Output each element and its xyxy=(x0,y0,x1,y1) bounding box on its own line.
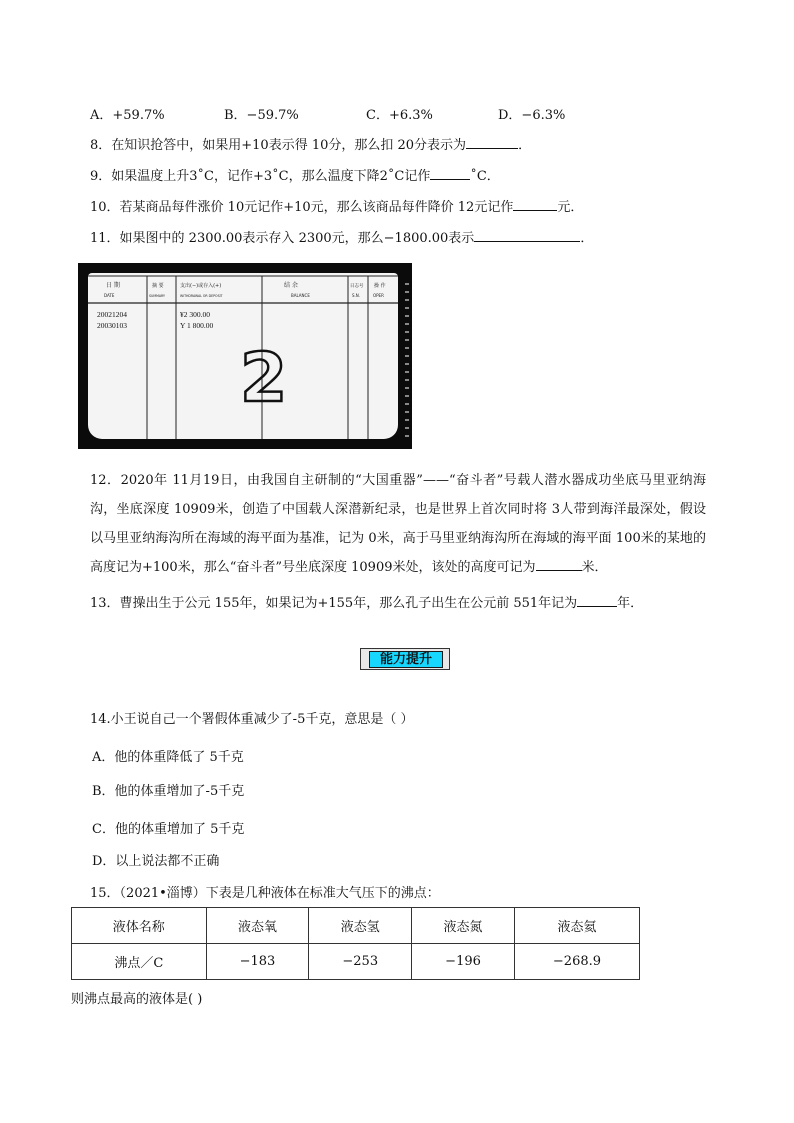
answer-blank xyxy=(466,135,518,149)
page-number: 2 xyxy=(240,339,288,418)
row2-date: 20030103 xyxy=(97,321,127,330)
col-summary-en: SUMMARY xyxy=(149,294,165,298)
col-amount-en: WITHDRAWAL OR DEPOSIT xyxy=(180,294,223,298)
passbook-drawing xyxy=(88,273,398,439)
question-9-end: ˚C． xyxy=(470,169,500,184)
col-date-en: DATE xyxy=(104,293,115,298)
boiling-point-table xyxy=(71,907,640,980)
passbook-image xyxy=(78,263,412,449)
question-13 xyxy=(90,593,643,613)
answer-blank xyxy=(430,166,470,180)
option-a: A．+59.7% xyxy=(90,108,165,123)
question-12-end: 米． xyxy=(581,560,608,575)
question-9-text: 9．如果温度上升3˚C，记作+3˚C，那么温度下降2˚C记作 xyxy=(90,169,431,184)
col-balance-label: 结 余 xyxy=(284,282,298,289)
option-d: D．−6.3% xyxy=(498,108,566,123)
question-8 xyxy=(90,135,531,155)
question-12 xyxy=(90,466,706,582)
question-15-question: 则沸点最高的液体是( ) xyxy=(71,992,203,1007)
answer-blank xyxy=(474,228,580,242)
table-cell: −196 xyxy=(412,944,515,980)
answer-blank xyxy=(513,197,557,211)
question-11-text: 11．如果图中的 2300.00表示存入 2300元，那么−1800.00表示 xyxy=(90,231,475,246)
section-title-box xyxy=(360,648,450,670)
table-cell: −253 xyxy=(309,944,412,980)
col-oper-en: OPER xyxy=(373,293,384,298)
question-10-end: 元． xyxy=(557,200,584,215)
table-row xyxy=(72,944,640,980)
table-cell: −268.9 xyxy=(514,944,639,980)
table-cell: 液态氧 xyxy=(206,908,309,944)
option-c: C．+6.3% xyxy=(366,108,433,123)
table-cell: 沸点／C xyxy=(72,944,207,980)
question-15-stem: 15．（2021•淄博）下表是几种液体在标准大气压下的沸点： xyxy=(90,886,440,901)
col-balance-en: BALANCE xyxy=(291,293,310,298)
col-amount-label: 支出(−)或存入(+) xyxy=(180,283,222,289)
question-10 xyxy=(90,197,583,217)
question-14-stem: 14.小王说自己一个署假体重减少了-5千克，意思是（ ） xyxy=(90,712,414,727)
table-cell: 液态氦 xyxy=(514,908,639,944)
table-cell: 液体名称 xyxy=(72,908,207,944)
question-10-text: 10．若某商品每件涨价 10元记作+10元，那么该商品每件降价 12元记作 xyxy=(90,200,514,215)
table-header-row xyxy=(72,908,640,944)
question-13-end: 年． xyxy=(617,596,644,611)
section-title: 能力提升 xyxy=(369,651,443,668)
row1-date: 20021204 xyxy=(97,310,127,319)
question-9 xyxy=(90,166,500,186)
col-sn-label: 日志号 xyxy=(350,284,364,289)
row1-amount: ¥2 300.00 xyxy=(180,310,210,319)
question-14-option-b: B．他的体重增加了-5千克 xyxy=(92,784,245,799)
option-b: B．−59.7% xyxy=(224,108,299,123)
table-cell: 液态氮 xyxy=(412,908,515,944)
col-sn-en: S.N. xyxy=(352,293,361,298)
answer-blank xyxy=(536,557,582,571)
row2-amount: Y 1 800.00 xyxy=(180,321,214,330)
col-summary-label: 摘 要 xyxy=(152,283,164,289)
question-8-end: ． xyxy=(518,138,532,153)
col-date-label: 日 期 xyxy=(106,282,120,289)
question-8-text: 8．在知识抢答中，如果用+10表示得 10分，那么扣 20分表示为 xyxy=(90,138,467,153)
question-13-text: 13．曹操出生于公元 155年，如果记为+155年，那么孔子出生在公元前 551年记为 xyxy=(90,596,578,611)
question-11-end: ． xyxy=(580,231,594,246)
binding-edge xyxy=(405,277,409,437)
question-14-option-a: A．他的体重降低了 5千克 xyxy=(92,750,244,765)
question-14-option-d: D．以上说法都不正确 xyxy=(92,854,220,869)
table-cell: −183 xyxy=(206,944,309,980)
col-oper-label: 操 作 xyxy=(374,283,386,289)
passbook-page xyxy=(88,273,398,439)
question-12-text: 12．2020年 11月19日，由我国自主研制的“大国重器”——“奋斗者”号载人潜水器成功坐底马里亚纳海沟，坐底深度 10909米，创造了中国载人深潜新纪录，也是世界上首次同时将 3人带到海洋最深处，假设以马里亚纳海沟所在海域的海平面为基准，记为 0米，高于马里亚纳海沟所在海域的海平面 100米的某地的高度记为+100米，那么“奋斗者”号坐底深度 10909米处，该处的高度可记为 xyxy=(90,473,706,575)
answer-blank xyxy=(577,593,617,607)
question-14-option-c: C．他的体重增加了 5千克 xyxy=(92,822,245,837)
table-cell: 液态氢 xyxy=(309,908,412,944)
question-11 xyxy=(90,228,593,248)
